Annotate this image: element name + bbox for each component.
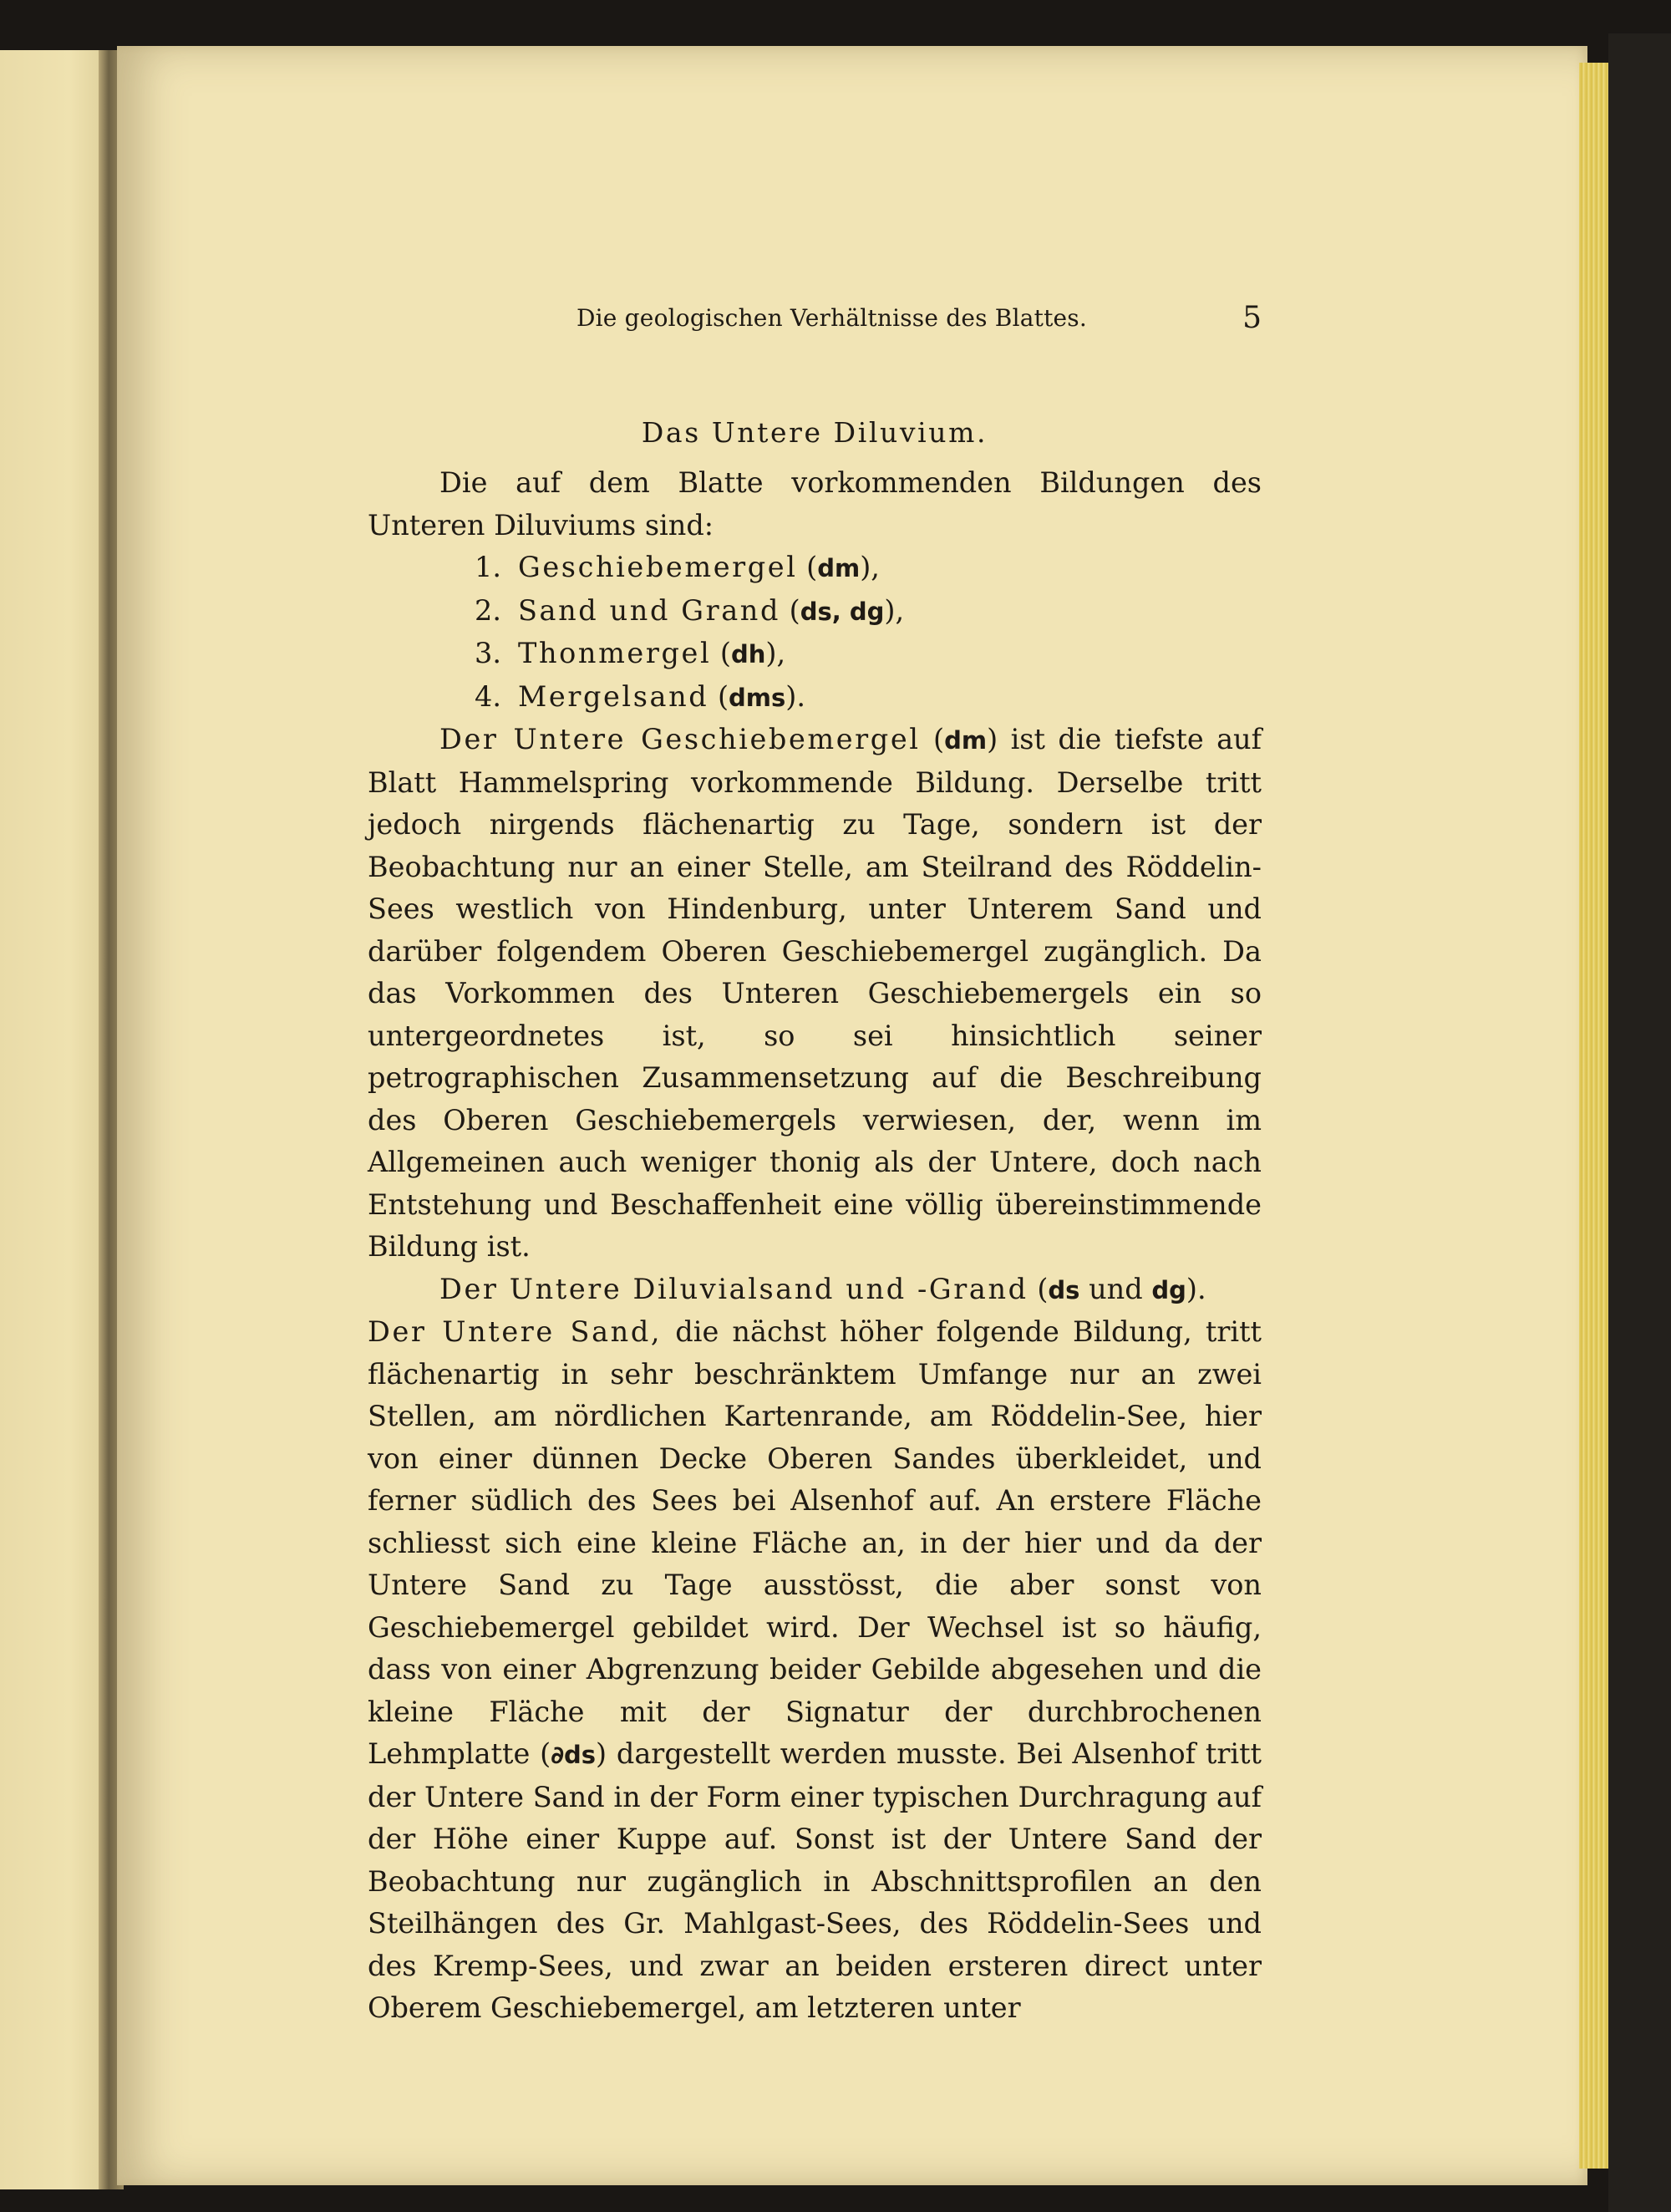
conjunction: und [1079, 1272, 1152, 1305]
paragraph-lead: Der Untere Diluvialsand und -Grand [439, 1272, 1029, 1305]
paren-close: ), [884, 593, 905, 627]
page-number: 5 [1242, 301, 1262, 335]
map-symbol: dm [944, 726, 988, 755]
paragraph-lead: Der Untere Sand, [368, 1315, 663, 1348]
map-symbol: dms [729, 683, 786, 712]
list-number: 1. [475, 551, 501, 583]
book-cover [1608, 33, 1671, 2212]
paren-open: ( [920, 723, 945, 755]
diluvialsand-paragraph [368, 1269, 1262, 2030]
formation-list [368, 547, 1262, 719]
paren-open: ( [709, 679, 729, 713]
paren-open: ( [1028, 1272, 1049, 1305]
list-item [475, 547, 1262, 590]
map-symbol: dg [1151, 1275, 1186, 1304]
map-symbol: ∂ds [551, 1741, 596, 1769]
page-content [368, 301, 1262, 2030]
paren-close: ) [987, 723, 998, 755]
list-term: Thonmergel [518, 637, 712, 669]
paren-open: ( [711, 637, 731, 669]
paren-close: ). [785, 679, 805, 713]
running-head [368, 301, 1262, 343]
paren-close: ), [860, 551, 880, 583]
list-number: 2. [475, 593, 501, 627]
paren-close: ). [1186, 1272, 1206, 1305]
map-symbol: dm [817, 554, 861, 582]
running-title: Die geologischen Verhältnisse des Blattes. [576, 304, 1087, 332]
list-term: Mergelsand [518, 679, 709, 713]
paren-open: ( [780, 593, 800, 627]
list-number: 3. [475, 637, 501, 669]
paragraph-text: ist die tiefste auf Blatt Hammelspring vorkommende Bildung. Derselbe tritt jedoch nirgends flächenartig zu Tage, sondern ist der Beobachtung nur an einer Stelle, am Steilrand des Röddelin-Sees westlich von Hindenburg, unter Unterem Sand und darüber folgendem Oberen Geschiebemergel zugänglich. Da das Vorkommen des Unteren Geschiebemergels ein so untergeordnetes ist, so sei hinsichtlich seiner petrographischen Zusammensetzung auf die Beschreibung des Oberen Geschiebemergels verwiesen, der, wenn im Allgemeinen auch weniger thonig als der Untere, doch nach Entstehung und Beschaffenheit eine völlig übereinstimmende Bildung ist. [368, 723, 1262, 1263]
map-symbol: ds, dg [800, 597, 885, 626]
geschiebemergel-paragraph [368, 719, 1262, 1269]
list-item [475, 590, 1262, 633]
paren-open: ( [530, 1737, 551, 1770]
list-term: Geschiebemergel [518, 551, 798, 583]
intro-paragraph: Die auf dem Blatte vorkommenden Bildungen des Unteren Diluviums sind: [368, 466, 1262, 542]
paren-close: ) [595, 1737, 607, 1770]
section-heading: Das Untere Diluvium. [641, 416, 988, 449]
map-symbol: ds [1048, 1275, 1080, 1304]
map-symbol: dh [730, 640, 766, 669]
list-term: Sand und Grand [518, 593, 781, 627]
list-item [475, 633, 1262, 676]
list-item [475, 676, 1262, 720]
page-edges [1579, 63, 1608, 2169]
paren-close: ), [765, 637, 786, 669]
paren-open: ( [797, 551, 818, 583]
paragraph-lead: Der Untere Geschiebemergel [439, 723, 921, 755]
paragraph-text: die nächst höher folgende Bildung, tritt flächenartig in sehr beschränktem Umfange nur an zwei Stellen, am nördlichen Kartenrande, am Röddelin-See, hier von einer dünnen Decke Oberen Sandes überkleidet, und ferner südlich des Sees bei Alsenhof auf. An erstere Fläche schliesst sich eine kleine Fläche an, in der hier und da der Untere Sand zu Tage ausstösst, die aber sonst von Geschiebemergel gebildet wird. Der Wechsel ist so häufig, dass von einer Abgrenzung beider Gebilde abgesehen und die kleine Fläche mit der Signatur der durchbrochenen Lehmplatte [368, 1315, 1262, 1770]
paragraph-text: dargestellt werden musste. Bei Alsenhof tritt der Untere Sand in der Form einer typischen Durchragung auf der Höhe einer Kuppe auf. Sonst ist der Untere Sand der Beobachtung nur zugänglich in Abschnittsprofilen an den Steilhängen des Gr. Mahlgast-Sees, des Röddelin-Sees und des Kremp-Sees, und zwar an beiden ersteren direct unter Oberem Geschiebemergel, am letzteren unter [368, 1737, 1262, 2024]
list-number: 4. [475, 679, 501, 713]
